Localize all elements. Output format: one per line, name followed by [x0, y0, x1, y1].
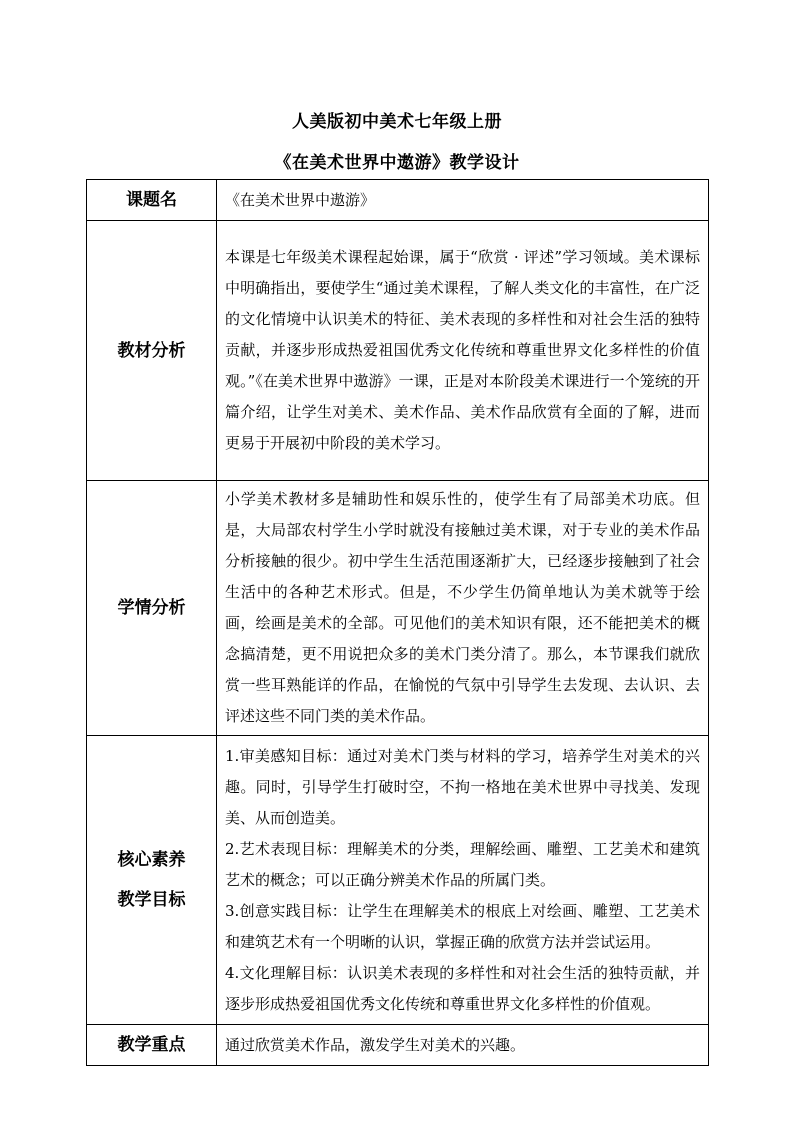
table-row — [87, 180, 709, 221]
core-goals-label-line1: 核心素养 — [117, 850, 186, 870]
goal-item-creative-practice: 3.创意实践目标：让学生在理解美术的根底上对绘画、雕塑、工艺美术和建筑艺术有一个明晰的认识，掌握正确的欣赏方法并尝试运用。 — [225, 901, 700, 951]
goal-item-cultural-understanding: 4.文化理解目标：认识美术表现的多样性和对社会生活的独特贡献，并逐步形成热爱祖国优秀文化传统和尊重世界文化多样性的价值观。 — [225, 963, 700, 1013]
table-row — [87, 481, 709, 736]
goal-item-artistic-expression: 2.艺术表现目标：理解美术的分类，理解绘画、雕塑、工艺美术和建筑艺术的概念；可以正确分辨美术作品的所属门类。 — [225, 839, 700, 889]
row-label-textbook-analysis: 教材分析 — [87, 221, 217, 481]
row-content-core-goals — [217, 736, 709, 1025]
row-label-core-goals — [87, 736, 217, 1025]
document-title-line2: 《在美术世界中遨游》教学设计 — [274, 153, 520, 173]
table-row — [87, 1025, 709, 1066]
row-content-textbook-analysis: 本课是七年级美术课程起始课，属于“欣赏 · 评述”学习领域。美术课标中明确指出，要使学生“通过美术课程，了解人类文化的丰富性，在广泛的文化情境中认识美术的特征、美术表现的多样性和对社会生活的独特贡献，并逐步形成热爱祖国优秀文化传统和尊重世界文化多样性的价值观。”《在美术世界中遨游》一课，正是对本阶段美术课进行一个笼统的开篇介绍，让学生对美术、美术作品、美术作品欣赏有全面的了解，进而更易于开展初中阶段的美术学习。 — [217, 221, 709, 481]
goal-item-aesthetic-perception: 1.审美感知目标：通过对美术门类与材料的学习，培养学生对美术的兴趣。同时，引导学生打破时空，不拘一格地在美术世界中寻找美、发现美、从而创造美。 — [225, 746, 700, 827]
core-goals-label-line2: 教学目标 — [117, 890, 186, 910]
lesson-design-table — [86, 179, 709, 1066]
row-content-teaching-focus: 通过欣赏美术作品，激发学生对美术的兴趣。 — [217, 1025, 709, 1066]
row-content-lesson-title: 《在美术世界中遨游》 — [217, 180, 709, 221]
row-label-teaching-focus: 教学重点 — [87, 1025, 217, 1066]
table-row — [87, 221, 709, 481]
row-label-student-analysis: 学情分析 — [87, 481, 217, 736]
row-label-lesson-title: 课题名 — [87, 180, 217, 221]
table-row — [87, 736, 709, 1025]
document-title-line1: 人美版初中美术七年级上册 — [292, 112, 502, 132]
row-content-student-analysis: 小学美术教材多是辅助性和娱乐性的，使学生有了局部美术功底。但是，大局部农村学生小学时就没有接触过美术课，对于专业的美术作品分析接触的很少。初中学生生活范围逐渐扩大，已经逐步接触到了社会生活中的各种艺术形式。但是，不少学生仍简单地认为美术就等于绘画，绘画是美术的全部。可见他们的美术知识有限，还不能把美术的概念搞清楚，更不用说把众多的美术门类分清了。那么，本节课我们就欣赏一些耳熟能详的作品，在愉悦的气氛中引导学生去发现、去认识、去评述这些不同门类的美术作品。 — [217, 481, 709, 736]
